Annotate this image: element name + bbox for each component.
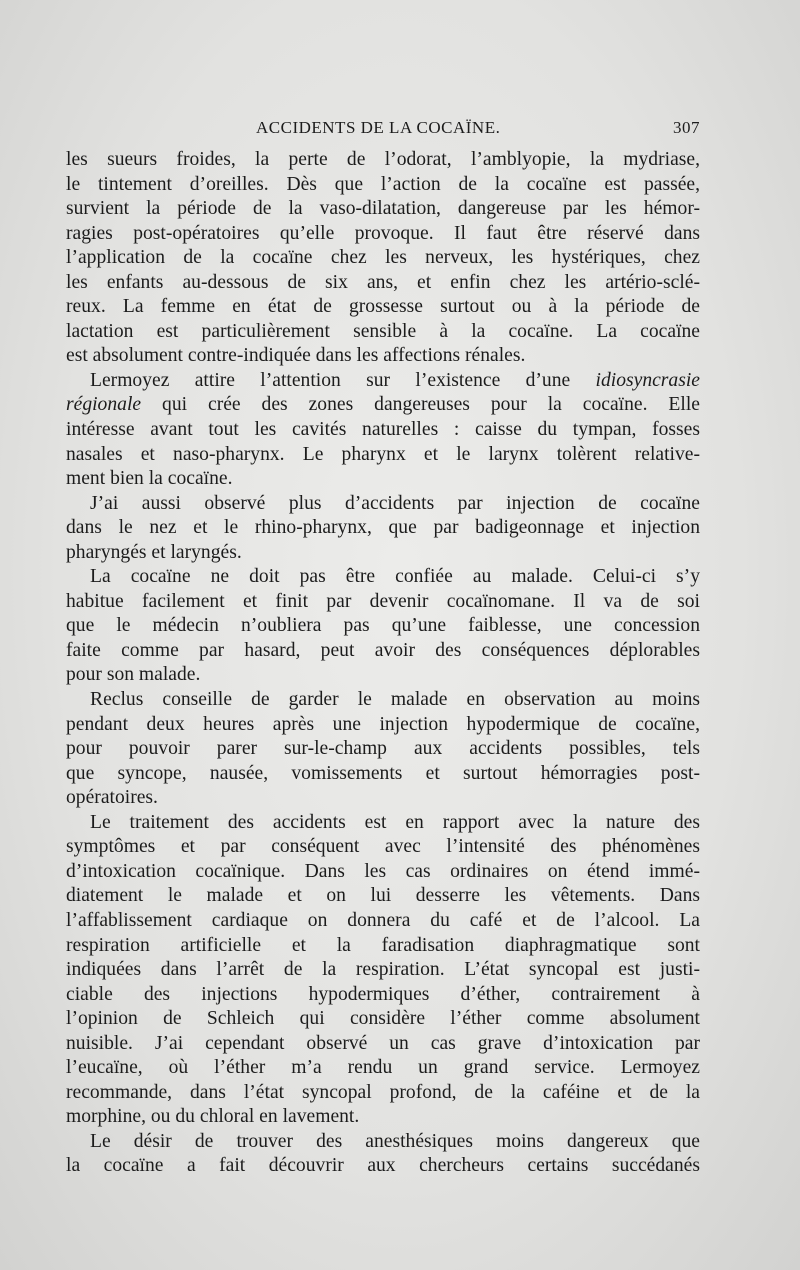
text-line xyxy=(66,271,700,296)
text-run: La cocaïne ne doit pas être confiée au malade. Celui-ci s’y xyxy=(90,566,700,588)
text-run: les sueurs froides, la perte de l’odorat, l’amblyopie, la mydriase, xyxy=(66,149,700,170)
text-line xyxy=(66,418,700,443)
text-line xyxy=(66,860,700,885)
text-run: ment bien la cocaïne. xyxy=(66,468,233,490)
text-line xyxy=(66,295,700,320)
running-head-title: ACCIDENTS DE LA COCAÏNE. xyxy=(256,118,501,137)
text-line xyxy=(66,369,700,394)
paragraph xyxy=(66,492,700,566)
text-line xyxy=(66,835,700,860)
text-run: l’application de la cocaïne chez les nerveux, les hystériques, chez xyxy=(66,247,700,269)
text-line xyxy=(66,811,700,836)
paragraph xyxy=(66,565,700,688)
text-run: est absolument contre-indiquée dans les affections rénales. xyxy=(66,345,526,367)
text-line xyxy=(66,934,700,959)
text-run: opératoires. xyxy=(66,787,158,809)
text-run: l’affablissement cardiaque on donnera du café et de l’alcool. La xyxy=(66,909,700,931)
text-line xyxy=(66,197,700,222)
text-run: que syncope, nausée, vomissements et surtout hémorragies post- xyxy=(66,762,700,784)
text-line xyxy=(66,173,700,198)
text-line xyxy=(66,614,700,639)
text-line xyxy=(66,1056,700,1081)
paragraph xyxy=(66,811,700,1130)
text-line xyxy=(66,713,700,738)
text-run: habitue facilement et finit par devenir cocaïnomane. Il va de soi xyxy=(66,590,700,612)
paragraph xyxy=(66,369,700,492)
running-head xyxy=(66,118,700,140)
text-line xyxy=(66,639,700,664)
page-number: 307 xyxy=(673,118,700,137)
text-line xyxy=(66,762,700,787)
text-run: Reclus conseille de garder le malade en observation au moins xyxy=(90,689,700,711)
text-run: d’intoxication cocaïnique. Dans les cas ordinaires on étend immé- xyxy=(66,860,700,882)
text-run: la cocaïne a fait découvrir aux chercheurs certains succédanés xyxy=(66,1155,700,1177)
text-run: l’opinion de Schleich qui considère l’éther comme absolument xyxy=(66,1008,700,1030)
text-line xyxy=(66,1007,700,1032)
text-run: lactation est particulièrement sensible à la cocaïne. La cocaïne xyxy=(66,320,700,342)
text-run: pour son malade. xyxy=(66,664,201,686)
text-run: le tintement d’oreilles. Dès que l’action de la cocaïne est passée, xyxy=(66,173,700,195)
paragraph xyxy=(66,1130,700,1179)
text-run: ciable des injections hypodermiques d’éther, contrairement à xyxy=(66,983,700,1005)
paragraph xyxy=(66,148,700,369)
text-run: diatement le malade et on lui desserre les vêtements. Dans xyxy=(66,885,700,907)
text-line xyxy=(66,663,700,688)
text-run: Le désir de trouver des anesthésiques moins dangereux que xyxy=(90,1130,700,1152)
text-run: les enfants au-dessous de six ans, et enfin chez les artério-sclé- xyxy=(66,271,700,293)
text-run: dans le nez et le rhino-pharynx, que par badigeonnage et injection xyxy=(66,517,700,539)
text-line xyxy=(66,786,700,811)
text-run: nuisible. J’ai cependant observé un cas grave d’intoxication par xyxy=(66,1032,700,1054)
text-run: Lermoyez attire l’attention sur l’existence d’une xyxy=(90,369,596,391)
text-run: symptômes et par conséquent avec l’intensité des phénomènes xyxy=(66,836,700,858)
italic-text: régionale xyxy=(66,394,142,416)
text-run: pour pouvoir parer sur-le-champ aux accidents possibles, tels xyxy=(66,738,700,760)
paragraph xyxy=(66,688,700,811)
text-run: nasales et naso-pharynx. Le pharynx et le larynx tolèrent relative- xyxy=(66,443,700,465)
text-line xyxy=(66,688,700,713)
text-line xyxy=(66,1081,700,1106)
text-run: Le traitement des accidents est en rapport avec la nature des xyxy=(90,811,700,833)
text-run: que le médecin n’oubliera pas qu’une faiblesse, une concession xyxy=(66,615,700,637)
text-run: qui crée des zones dangereuses pour la cocaïne. Elle xyxy=(141,394,700,416)
text-run: pharyngés et laryngés. xyxy=(66,541,242,563)
text-line xyxy=(66,1105,700,1130)
text-run: respiration artificielle et la faradisation diaphragmatique sont xyxy=(66,934,700,956)
text-line xyxy=(66,492,700,517)
text-run: l’eucaïne, où l’éther m’a rendu un grand service. Lermoyez xyxy=(66,1057,700,1079)
text-line xyxy=(66,909,700,934)
text-line xyxy=(66,1154,700,1179)
text-run: morphine, ou du chloral en lavement. xyxy=(66,1106,360,1128)
text-line xyxy=(66,541,700,566)
text-line xyxy=(66,320,700,345)
text-run: indiquées dans l’arrêt de la respiration. L’état syncopal est justi- xyxy=(66,959,700,981)
text-line xyxy=(66,983,700,1008)
text-run: survient la période de la vaso-dilatation, dangereuse par les hémor- xyxy=(66,198,700,220)
text-run: faite comme par hasard, peut avoir des conséquences déplorables xyxy=(66,639,700,661)
text-run: recommande, dans l’état syncopal profond, de la caféine et de la xyxy=(66,1081,700,1103)
text-line xyxy=(66,516,700,541)
text-line xyxy=(66,393,700,418)
text-run: ragies post-opératoires qu’elle provoque. Il faut être réservé dans xyxy=(66,222,700,244)
text-line xyxy=(66,443,700,468)
text-line xyxy=(66,1032,700,1057)
text-line xyxy=(66,148,700,173)
text-line xyxy=(66,467,700,492)
text-run: pendant deux heures après une injection hypodermique de cocaïne, xyxy=(66,713,700,735)
text-line xyxy=(66,590,700,615)
text-line xyxy=(66,565,700,590)
text-run: reux. La femme en état de grossesse surtout ou à la période de xyxy=(66,296,700,318)
text-line xyxy=(66,344,700,369)
text-run: J’ai aussi observé plus d’accidents par injection de cocaïne xyxy=(90,492,700,514)
text-line xyxy=(66,246,700,271)
body-text xyxy=(66,148,700,1179)
italic-text: idiosyncrasie xyxy=(595,369,700,391)
text-line xyxy=(66,958,700,983)
text-line xyxy=(66,222,700,247)
text-line xyxy=(66,1130,700,1155)
text-line xyxy=(66,737,700,762)
text-line xyxy=(66,884,700,909)
text-run: intéresse avant tout les cavités naturelles : caisse du tympan, fosses xyxy=(66,419,700,441)
